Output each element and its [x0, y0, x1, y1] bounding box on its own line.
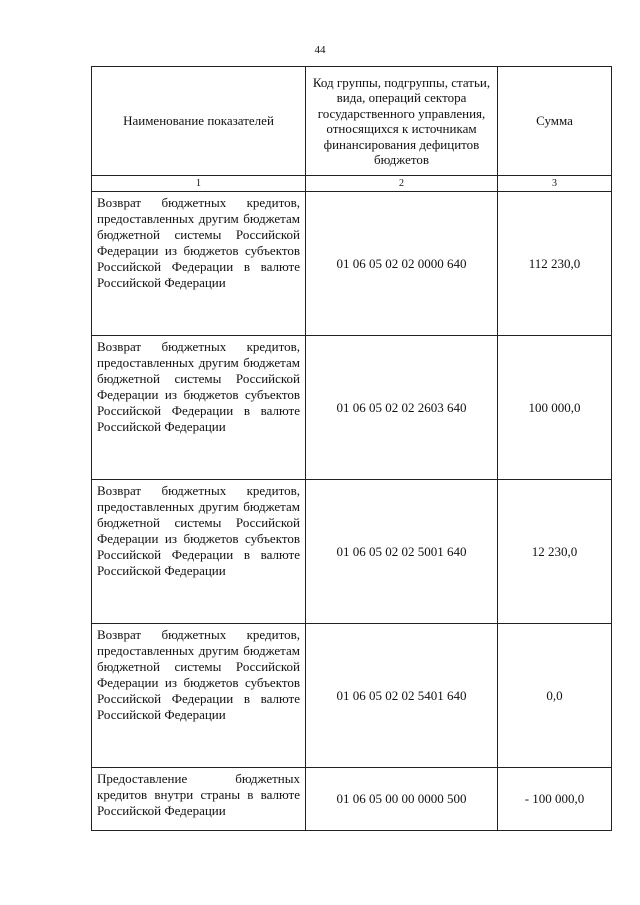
table-row — [92, 624, 612, 768]
indicator-name: Возврат бюджетных кредитов, предоставленных другим бюджетам бюджетной системы Российской Федерации из бюджетов субъектов Российской Федерации в валюте Российской Федерации — [92, 336, 306, 480]
table-header-row — [92, 67, 612, 176]
header-classification-code: Код группы, подгруппы, статьи, вида, операций сектора государственного управления, относящихся к источникам финансирования дефицитов бюджетов — [306, 67, 498, 176]
amount: 100 000,0 — [498, 336, 612, 480]
table-row — [92, 480, 612, 624]
column-number: 2 — [306, 176, 498, 192]
indicator-name: Возврат бюджетных кредитов, предоставленных другим бюджетам бюджетной системы Российской Федерации из бюджетов субъектов Российской Федерации в валюте Российской Федерации — [92, 624, 306, 768]
classification-code: 01 06 05 00 00 0000 500 — [306, 768, 498, 831]
indicator-name: Возврат бюджетных кредитов, предоставленных другим бюджетам бюджетной системы Российской Федерации из бюджетов субъектов Российской Федерации в валюте Российской Федерации — [92, 480, 306, 624]
column-number: 3 — [498, 176, 612, 192]
sources-of-financing-table — [91, 66, 612, 831]
classification-code: 01 06 05 02 02 5401 640 — [306, 624, 498, 768]
classification-code: 01 06 05 02 02 0000 640 — [306, 192, 498, 336]
classification-code: 01 06 05 02 02 5001 640 — [306, 480, 498, 624]
header-amount: Сумма — [498, 67, 612, 176]
amount: 112 230,0 — [498, 192, 612, 336]
column-numbers-row — [92, 176, 612, 192]
indicator-name: Возврат бюджетных кредитов, предоставленных другим бюджетам бюджетной системы Российской Федерации из бюджетов субъектов Российской Федерации в валюте Российской Федерации — [92, 192, 306, 336]
page-number: 44 — [314, 44, 326, 56]
column-number: 1 — [92, 176, 306, 192]
classification-code: 01 06 05 02 02 2603 640 — [306, 336, 498, 480]
indicator-name: Предоставление бюджетных кредитов внутри страны в валюте Российской Федерации — [92, 768, 306, 831]
table-row — [92, 336, 612, 480]
amount: - 100 000,0 — [498, 768, 612, 831]
header-indicator-name: Наименование показателей — [92, 67, 306, 176]
amount: 12 230,0 — [498, 480, 612, 624]
table-row — [92, 768, 612, 831]
amount: 0,0 — [498, 624, 612, 768]
table-row — [92, 192, 612, 336]
